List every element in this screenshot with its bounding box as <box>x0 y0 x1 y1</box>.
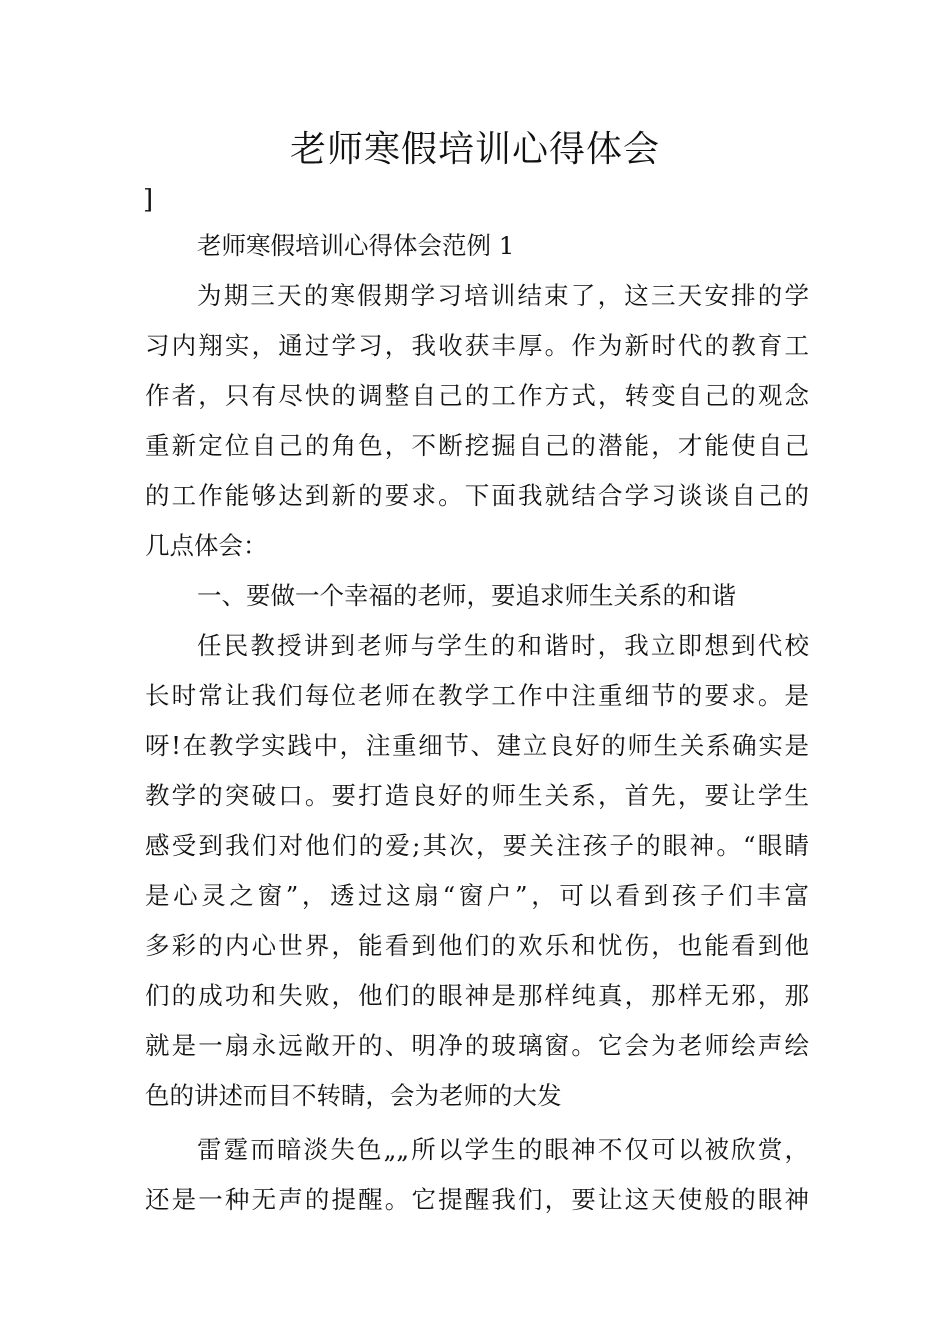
paragraph-line: 习内翔实，通过学习，我收获丰厚。作为新时代的教育工 <box>145 331 809 360</box>
paragraph-line: 的工作能够达到新的要求。下面我就结合学习谈谈自己的 <box>145 481 809 510</box>
paragraph-line: 作者，只有尽快的调整自己的工作方式，转变自己的观念 <box>145 381 809 410</box>
paragraph-line: 色的讲述而目不转睛，会为老师的大发 <box>145 1081 562 1110</box>
paragraph-line: 长时常让我们每位老师在教学工作中注重细节的要求。是 <box>145 681 809 710</box>
paragraph-line: 重新定位自己的角色，不断挖掘自己的潜能，才能使自己 <box>145 431 809 460</box>
paragraph-line: 为期三天的寒假期学习培训结束了，这三天安排的学 <box>197 281 809 310</box>
paragraph-line: 多彩的内心世界，能看到他们的欢乐和忧伤，也能看到他 <box>145 931 809 960</box>
section-heading-example-1: 老师寒假培训心得体会范例 1 <box>197 231 515 260</box>
paragraph-line: 还是一种无声的提醒。它提醒我们，要让这天使般的眼神 <box>145 1185 809 1214</box>
paragraph-line: 几点体会： <box>145 531 268 560</box>
document-title: 老师寒假培训心得体会 <box>289 129 660 170</box>
stray-bracket-mark: ] <box>143 185 154 215</box>
paragraph-line: 就是一扇永远敞开的、明净的玻璃窗。它会为老师绘声绘 <box>145 1031 809 1060</box>
paragraph-line: 任民教授讲到老师与学生的和谐时，我立即想到代校 <box>197 631 809 660</box>
section-heading-1: 一、要做一个幸福的老师，要追求师生关系的和谐 <box>197 581 736 610</box>
paragraph-line: 是心灵之窗”，透过这扇“窗户”，可以看到孩子们丰富 <box>145 881 809 910</box>
paragraph-line: 雷霆而暗淡失色„„所以学生的眼神不仅可以被欣赏， <box>197 1135 809 1164</box>
paragraph-line: 教学的突破口。要打造良好的师生关系，首先，要让学生 <box>145 781 809 810</box>
paragraph-line: 呀!在教学实践中，注重细节、建立良好的师生关系确实是 <box>145 731 809 760</box>
paragraph-line: 们的成功和失败，他们的眼神是那样纯真，那样无邪，那 <box>145 981 809 1010</box>
paragraph-line: 感受到我们对他们的爱;其次，要关注孩子的眼神。“眼睛 <box>145 831 809 860</box>
